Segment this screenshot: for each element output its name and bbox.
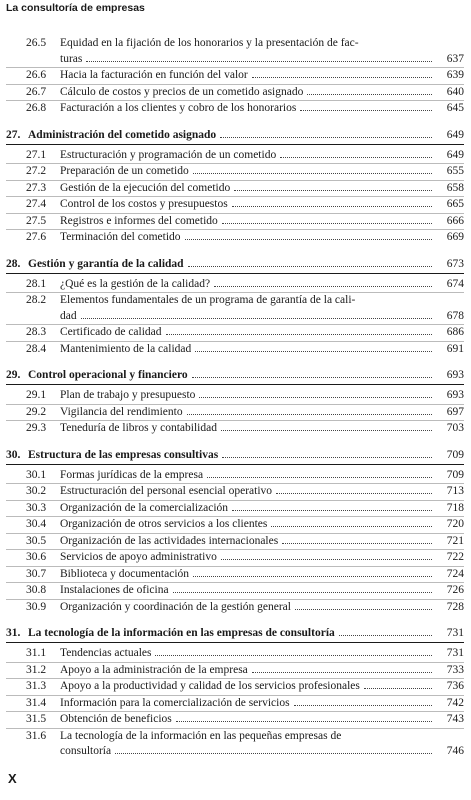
toc-entry <box>6 293 464 325</box>
dot-leader <box>282 543 432 544</box>
section-title: Plan de trabajo y presupuesto <box>60 389 196 401</box>
dot-leader <box>221 559 432 560</box>
section-number: 29.1 <box>26 389 47 401</box>
section-number: 31.4 <box>26 696 47 709</box>
section-title: Mantenimiento de la calidad <box>60 342 192 355</box>
dot-leader <box>192 377 432 378</box>
section-number: 30.1 <box>26 468 47 481</box>
toc-entry <box>6 148 464 165</box>
section-title: Información para la comercialización de servicios <box>60 696 290 709</box>
section-number: 30.7 <box>26 567 47 580</box>
section-page: 666 <box>446 214 464 227</box>
section-page: 742 <box>446 696 464 709</box>
section-number: 26.8 <box>26 102 47 114</box>
chapter-number: 28. <box>6 257 21 270</box>
section-number: 28.4 <box>26 342 47 355</box>
toc-entry <box>6 325 464 342</box>
chapter-title: Estructura de las empresas consultivas <box>28 448 219 461</box>
dot-leader <box>195 351 432 352</box>
chapter-page: 693 <box>446 369 464 381</box>
section-number: 30.2 <box>26 485 47 497</box>
section-number: 26.5 <box>26 37 47 49</box>
dot-leader <box>364 688 432 689</box>
dot-leader <box>294 705 432 706</box>
section-title: Gestión de la ejecución del cometido <box>60 181 231 194</box>
section-title: Organización y coordinación de la gestión general <box>60 600 291 613</box>
dot-leader <box>166 334 432 335</box>
chapter-heading <box>6 626 464 643</box>
section-title: Cálculo de costos y precios de un cometido asignado <box>60 85 304 98</box>
dot-leader <box>234 190 432 191</box>
section-page: 674 <box>446 277 464 290</box>
dot-leader <box>176 721 432 722</box>
section-title: Control de los costos y presupuestos <box>60 198 228 210</box>
toc-entry <box>6 405 464 422</box>
chapter-title: Administración del cometido asignado <box>28 128 217 141</box>
section-page: 726 <box>446 584 464 596</box>
section-number: 28.3 <box>26 326 47 338</box>
section-title-continued: dad <box>60 309 77 322</box>
section-page: 640 <box>446 85 464 98</box>
chapter-page: 649 <box>446 128 464 141</box>
chapter-heading <box>6 257 464 274</box>
section-page: 658 <box>446 181 464 194</box>
section-number: 31.1 <box>26 647 47 659</box>
chapter-number: 30. <box>6 448 21 461</box>
section-title: Apoyo a la productividad y calidad de los servicios profesionales <box>60 680 360 692</box>
section-page: 703 <box>446 422 464 434</box>
section-page: 709 <box>446 468 464 481</box>
dot-leader <box>193 173 432 174</box>
section-page: 718 <box>446 501 464 514</box>
section-title: Preparación de un cometido <box>60 165 189 177</box>
section-page: 639 <box>446 69 464 81</box>
section-title-continued: consultoría <box>60 745 112 757</box>
section-number: 27.5 <box>26 214 47 227</box>
table-of-contents <box>6 36 464 771</box>
section-title: Terminación del cometido <box>60 231 181 243</box>
section-title: Organización de las actividades internacionales <box>60 534 279 547</box>
toc-entry <box>6 550 464 567</box>
section-page: 686 <box>446 326 464 338</box>
section-title: Hacia la facturación en función del valor <box>60 69 248 81</box>
section-title-continued: turas <box>60 52 83 65</box>
section-number: 30.5 <box>26 534 47 547</box>
dot-leader <box>339 635 432 636</box>
toc-chapter <box>6 626 464 760</box>
chapter-title: Gestión y garantía de la calidad <box>28 257 184 270</box>
section-title: Obtención de beneficios <box>60 713 172 725</box>
section-page: 746 <box>446 745 464 757</box>
chapter-heading <box>6 128 464 145</box>
toc-entry <box>6 663 464 680</box>
dot-leader <box>187 414 432 415</box>
toc-entry <box>6 197 464 214</box>
toc-entry <box>6 181 464 198</box>
toc-entry <box>6 468 464 485</box>
dot-leader <box>222 457 432 458</box>
dot-leader <box>232 510 432 511</box>
toc-entry <box>6 534 464 551</box>
chapter-number: 31. <box>6 627 21 639</box>
section-page: 649 <box>446 148 464 161</box>
toc-chapter <box>6 448 464 616</box>
section-title: Teneduría de libros y contabilidad <box>60 422 217 434</box>
section-page: 669 <box>446 231 464 243</box>
section-page: 731 <box>446 647 464 659</box>
toc-entry <box>6 85 464 102</box>
toc-entry <box>6 696 464 713</box>
section-title: Equidad en la fijación de los honorarios y la presentación de fac- <box>60 37 359 49</box>
dot-leader <box>232 206 432 207</box>
toc-entry <box>6 342 464 358</box>
toc-chapter <box>6 368 464 437</box>
section-title: Organización de la comercialización <box>60 501 229 514</box>
chapter-page: 673 <box>446 257 464 270</box>
dot-leader <box>280 157 432 158</box>
section-title: La tecnología de la información en las pequeñas empresas de <box>60 729 342 742</box>
dot-leader <box>307 94 432 95</box>
section-number: 31.5 <box>26 713 47 725</box>
dot-leader <box>115 753 432 754</box>
toc-entry <box>6 214 464 231</box>
chapter-number: 29. <box>6 369 21 381</box>
section-number: 31.3 <box>26 680 47 692</box>
section-page: 720 <box>446 518 464 530</box>
section-page: 678 <box>446 309 464 322</box>
section-page: 655 <box>446 165 464 177</box>
section-number: 30.8 <box>26 584 47 596</box>
section-page: 665 <box>446 198 464 210</box>
toc-entry <box>6 679 464 696</box>
toc-entry <box>6 567 464 584</box>
chapter-title: Control operacional y financiero <box>28 369 188 381</box>
toc-entry <box>6 421 464 437</box>
toc-entry <box>6 36 464 68</box>
toc-entry <box>6 600 464 616</box>
section-number: 27.1 <box>26 148 47 161</box>
page-folio: X <box>8 771 17 786</box>
section-number: 26.7 <box>26 85 47 98</box>
toc-entry <box>6 729 464 760</box>
dot-leader <box>173 592 432 593</box>
dot-leader <box>220 137 432 138</box>
section-title: Instalaciones de oficina <box>60 584 169 596</box>
chapter-heading <box>6 448 464 465</box>
section-title: Biblioteca y documentación <box>60 567 190 580</box>
dot-leader <box>252 672 432 673</box>
dot-leader <box>252 77 432 78</box>
section-title: Estructuración del personal esencial operativo <box>60 485 273 497</box>
section-title: Tendencias actuales <box>60 647 152 659</box>
section-page: 736 <box>446 680 464 692</box>
toc-entry <box>6 712 464 729</box>
section-page: 645 <box>446 102 464 114</box>
toc-entry <box>6 517 464 534</box>
section-number: 27.4 <box>26 198 47 210</box>
section-title: Registros e informes del cometido <box>60 214 218 227</box>
section-title: Organización de otros servicios a los clientes <box>60 518 268 530</box>
toc-entry <box>6 646 464 663</box>
toc-entry <box>6 501 464 518</box>
section-title: Vigilancia del rendimiento <box>60 405 183 418</box>
section-number: 30.4 <box>26 518 47 530</box>
section-page: 724 <box>446 567 464 580</box>
chapter-heading <box>6 368 464 385</box>
toc-entry <box>6 230 464 246</box>
section-page: 743 <box>446 713 464 725</box>
dot-leader <box>221 430 432 431</box>
dot-leader <box>86 61 432 62</box>
chapter-number: 27. <box>6 128 21 141</box>
section-page: 728 <box>446 600 464 613</box>
toc-chapter <box>6 128 464 246</box>
toc-entry <box>6 101 464 117</box>
chapter-title: La tecnología de la información en las empresas de consultoría <box>28 627 335 639</box>
section-number: 28.2 <box>26 294 47 306</box>
section-page: 637 <box>446 52 464 65</box>
section-title: Facturación a los clientes y cobro de los honorarios <box>60 102 297 114</box>
dot-leader <box>188 266 432 267</box>
section-page: 691 <box>446 342 464 355</box>
chapter-page: 709 <box>446 448 464 461</box>
toc-entry <box>6 583 464 600</box>
dot-leader <box>81 318 432 319</box>
section-page: 733 <box>446 663 464 676</box>
toc-entry <box>6 164 464 181</box>
section-page: 697 <box>446 405 464 418</box>
dot-leader <box>276 493 432 494</box>
dot-leader <box>185 239 432 240</box>
section-number: 27.2 <box>26 165 47 177</box>
toc-entry <box>6 277 464 294</box>
section-title: Formas jurídicas de la empresa <box>60 468 204 481</box>
section-number: 30.6 <box>26 551 47 563</box>
section-title: Servicios de apoyo administrativo <box>60 551 217 563</box>
dot-leader <box>222 223 432 224</box>
dot-leader <box>271 526 432 527</box>
section-title: Elementos fundamentales de un programa de garantía de la cali- <box>60 294 356 306</box>
toc-chapter <box>6 36 464 117</box>
running-head: La consultoría de empresas <box>6 2 145 14</box>
toc-chapter <box>6 257 464 358</box>
section-number: 31.6 <box>26 729 47 742</box>
section-number: 30.3 <box>26 501 47 514</box>
section-number: 30.9 <box>26 600 47 613</box>
section-title: Certificado de calidad <box>60 326 162 338</box>
chapter-page: 731 <box>446 627 464 639</box>
section-title: ¿Qué es la gestión de la calidad? <box>60 277 211 290</box>
section-title: Apoyo a la administración de la empresa <box>60 663 248 676</box>
section-page: 721 <box>446 534 464 547</box>
section-number: 27.6 <box>26 231 47 243</box>
section-number: 28.1 <box>26 277 47 290</box>
section-page: 693 <box>446 389 464 401</box>
dot-leader <box>155 655 432 656</box>
section-number: 31.2 <box>26 663 47 676</box>
section-page: 713 <box>446 485 464 497</box>
section-number: 27.3 <box>26 181 47 194</box>
section-number: 26.6 <box>26 69 47 81</box>
section-title: Estructuración y programación de un cometido <box>60 148 277 161</box>
toc-entry <box>6 388 464 405</box>
toc-entry <box>6 484 464 501</box>
section-number: 29.3 <box>26 422 47 434</box>
section-number: 29.2 <box>26 405 47 418</box>
section-page: 722 <box>446 551 464 563</box>
dot-leader <box>199 397 432 398</box>
dot-leader <box>214 286 432 287</box>
dot-leader <box>193 576 432 577</box>
toc-entry <box>6 68 464 85</box>
dot-leader <box>207 477 432 478</box>
dot-leader <box>300 110 432 111</box>
dot-leader <box>295 609 432 610</box>
